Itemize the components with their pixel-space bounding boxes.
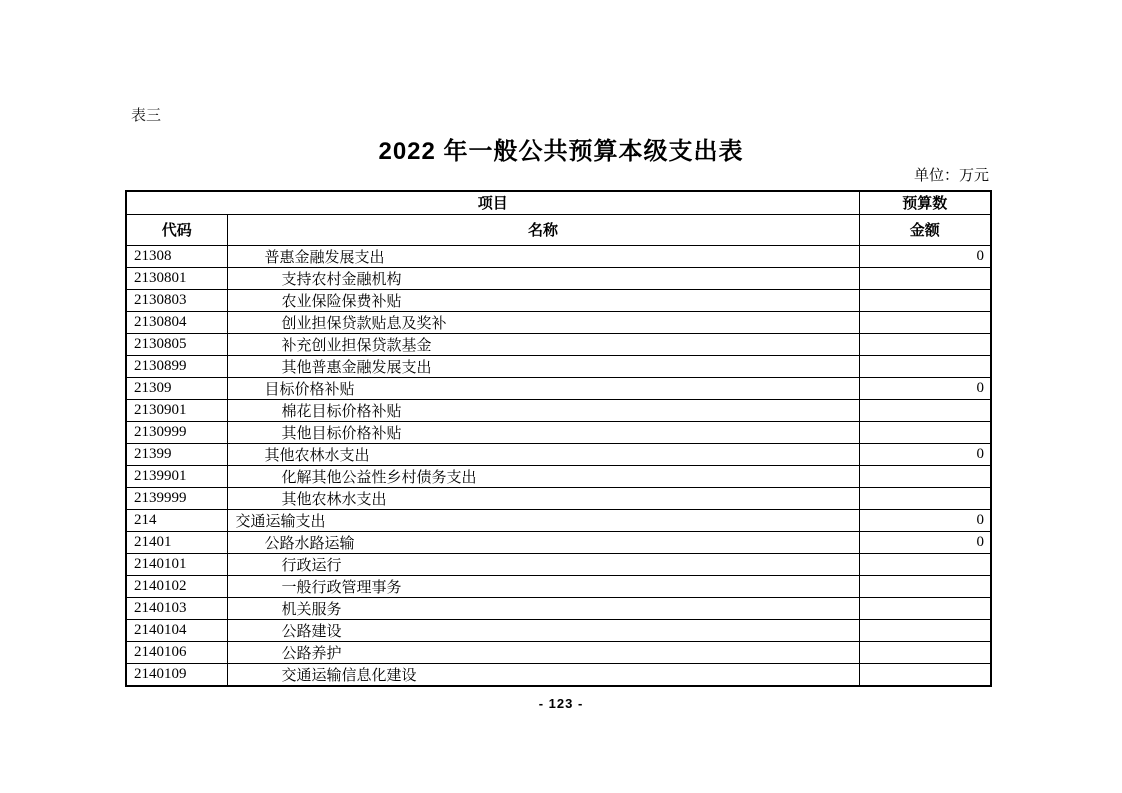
header-amount: 金额 [859, 214, 991, 245]
row-amount-cell [859, 487, 991, 509]
row-code-cell: 2139901 [126, 465, 227, 487]
table-row [126, 641, 991, 663]
row-amount-cell [859, 553, 991, 575]
row-name-cell: 农业保险保费补贴 [227, 289, 859, 311]
row-code-cell: 2130899 [126, 355, 227, 377]
table-row [126, 531, 991, 553]
row-amount-cell [859, 619, 991, 641]
unit-label: 单位：万元 [913, 168, 989, 184]
row-amount-cell [859, 597, 991, 619]
table-row [126, 619, 991, 641]
table-row [126, 289, 991, 311]
row-name-cell: 普惠金融发展支出 [227, 245, 859, 267]
row-amount-cell [859, 465, 991, 487]
row-amount-cell [859, 355, 991, 377]
row-code-cell: 214 [126, 509, 227, 531]
page-number: - 123 - [538, 696, 584, 711]
row-code-cell: 2140109 [126, 663, 227, 686]
row-amount-cell: 0 [859, 377, 991, 399]
row-amount-cell [859, 575, 991, 597]
page-title: 2022 年一般公共预算本级支出表 [378, 138, 744, 165]
table-row [126, 399, 991, 421]
row-amount-cell [859, 333, 991, 355]
row-amount-cell: 0 [859, 531, 991, 553]
row-code-cell: 21401 [126, 531, 227, 553]
row-name-cell: 一般行政管理事务 [227, 575, 859, 597]
row-code-cell: 2140106 [126, 641, 227, 663]
row-amount-cell [859, 399, 991, 421]
table-row [126, 487, 991, 509]
row-name-cell: 棉花目标价格补贴 [227, 399, 859, 421]
row-name-cell: 化解其他公益性乡村债务支出 [227, 465, 859, 487]
row-code-cell: 2130999 [126, 421, 227, 443]
header-budget: 预算数 [859, 191, 991, 214]
table-row [126, 311, 991, 333]
row-amount-cell [859, 641, 991, 663]
row-name-cell: 创业担保贷款贴息及奖补 [227, 311, 859, 333]
row-amount-cell: 0 [859, 245, 991, 267]
row-name-cell: 补充创业担保贷款基金 [227, 333, 859, 355]
row-name-cell: 公路建设 [227, 619, 859, 641]
row-amount-cell [859, 267, 991, 289]
row-code-cell: 2130801 [126, 267, 227, 289]
table-row [126, 421, 991, 443]
row-code-cell: 2140102 [126, 575, 227, 597]
row-name-cell: 公路养护 [227, 641, 859, 663]
row-code-cell: 2130805 [126, 333, 227, 355]
table-row [126, 553, 991, 575]
row-code-cell: 2130804 [126, 311, 227, 333]
row-name-cell: 公路水路运输 [227, 531, 859, 553]
row-code-cell: 2130901 [126, 399, 227, 421]
header-code: 代码 [126, 214, 227, 245]
table-row [126, 663, 991, 686]
row-name-cell: 交通运输信息化建设 [227, 663, 859, 686]
table-row [126, 465, 991, 487]
row-name-cell: 目标价格补贴 [227, 377, 859, 399]
row-name-cell: 其他农林水支出 [227, 443, 859, 465]
table-row [126, 333, 991, 355]
row-code-cell: 2130803 [126, 289, 227, 311]
row-amount-cell [859, 289, 991, 311]
row-amount-cell [859, 421, 991, 443]
table-row [126, 355, 991, 377]
table-header [126, 191, 991, 245]
table-row [126, 575, 991, 597]
header-name: 名称 [227, 214, 859, 245]
table-row [126, 443, 991, 465]
row-code-cell: 2140103 [126, 597, 227, 619]
row-code-cell: 21308 [126, 245, 227, 267]
table-body [126, 245, 991, 686]
row-name-cell: 交通运输支出 [227, 509, 859, 531]
row-amount-cell [859, 311, 991, 333]
row-code-cell: 2139999 [126, 487, 227, 509]
row-code-cell: 21309 [126, 377, 227, 399]
row-code-cell: 2140104 [126, 619, 227, 641]
table-label: 表三 [131, 108, 162, 124]
row-name-cell: 行政运行 [227, 553, 859, 575]
row-amount-cell: 0 [859, 443, 991, 465]
table-row [126, 245, 991, 267]
header-row-project [126, 191, 991, 214]
table-row [126, 597, 991, 619]
table-row [126, 377, 991, 399]
row-amount-cell [859, 663, 991, 686]
budget-table [125, 190, 992, 687]
row-name-cell: 其他目标价格补贴 [227, 421, 859, 443]
row-code-cell: 21399 [126, 443, 227, 465]
row-code-cell: 2140101 [126, 553, 227, 575]
table-row [126, 267, 991, 289]
header-row-columns [126, 214, 991, 245]
row-amount-cell: 0 [859, 509, 991, 531]
row-name-cell: 机关服务 [227, 597, 859, 619]
table-row [126, 509, 991, 531]
row-name-cell: 支持农村金融机构 [227, 267, 859, 289]
header-project: 项目 [126, 191, 859, 214]
row-name-cell: 其他农林水支出 [227, 487, 859, 509]
row-name-cell: 其他普惠金融发展支出 [227, 355, 859, 377]
